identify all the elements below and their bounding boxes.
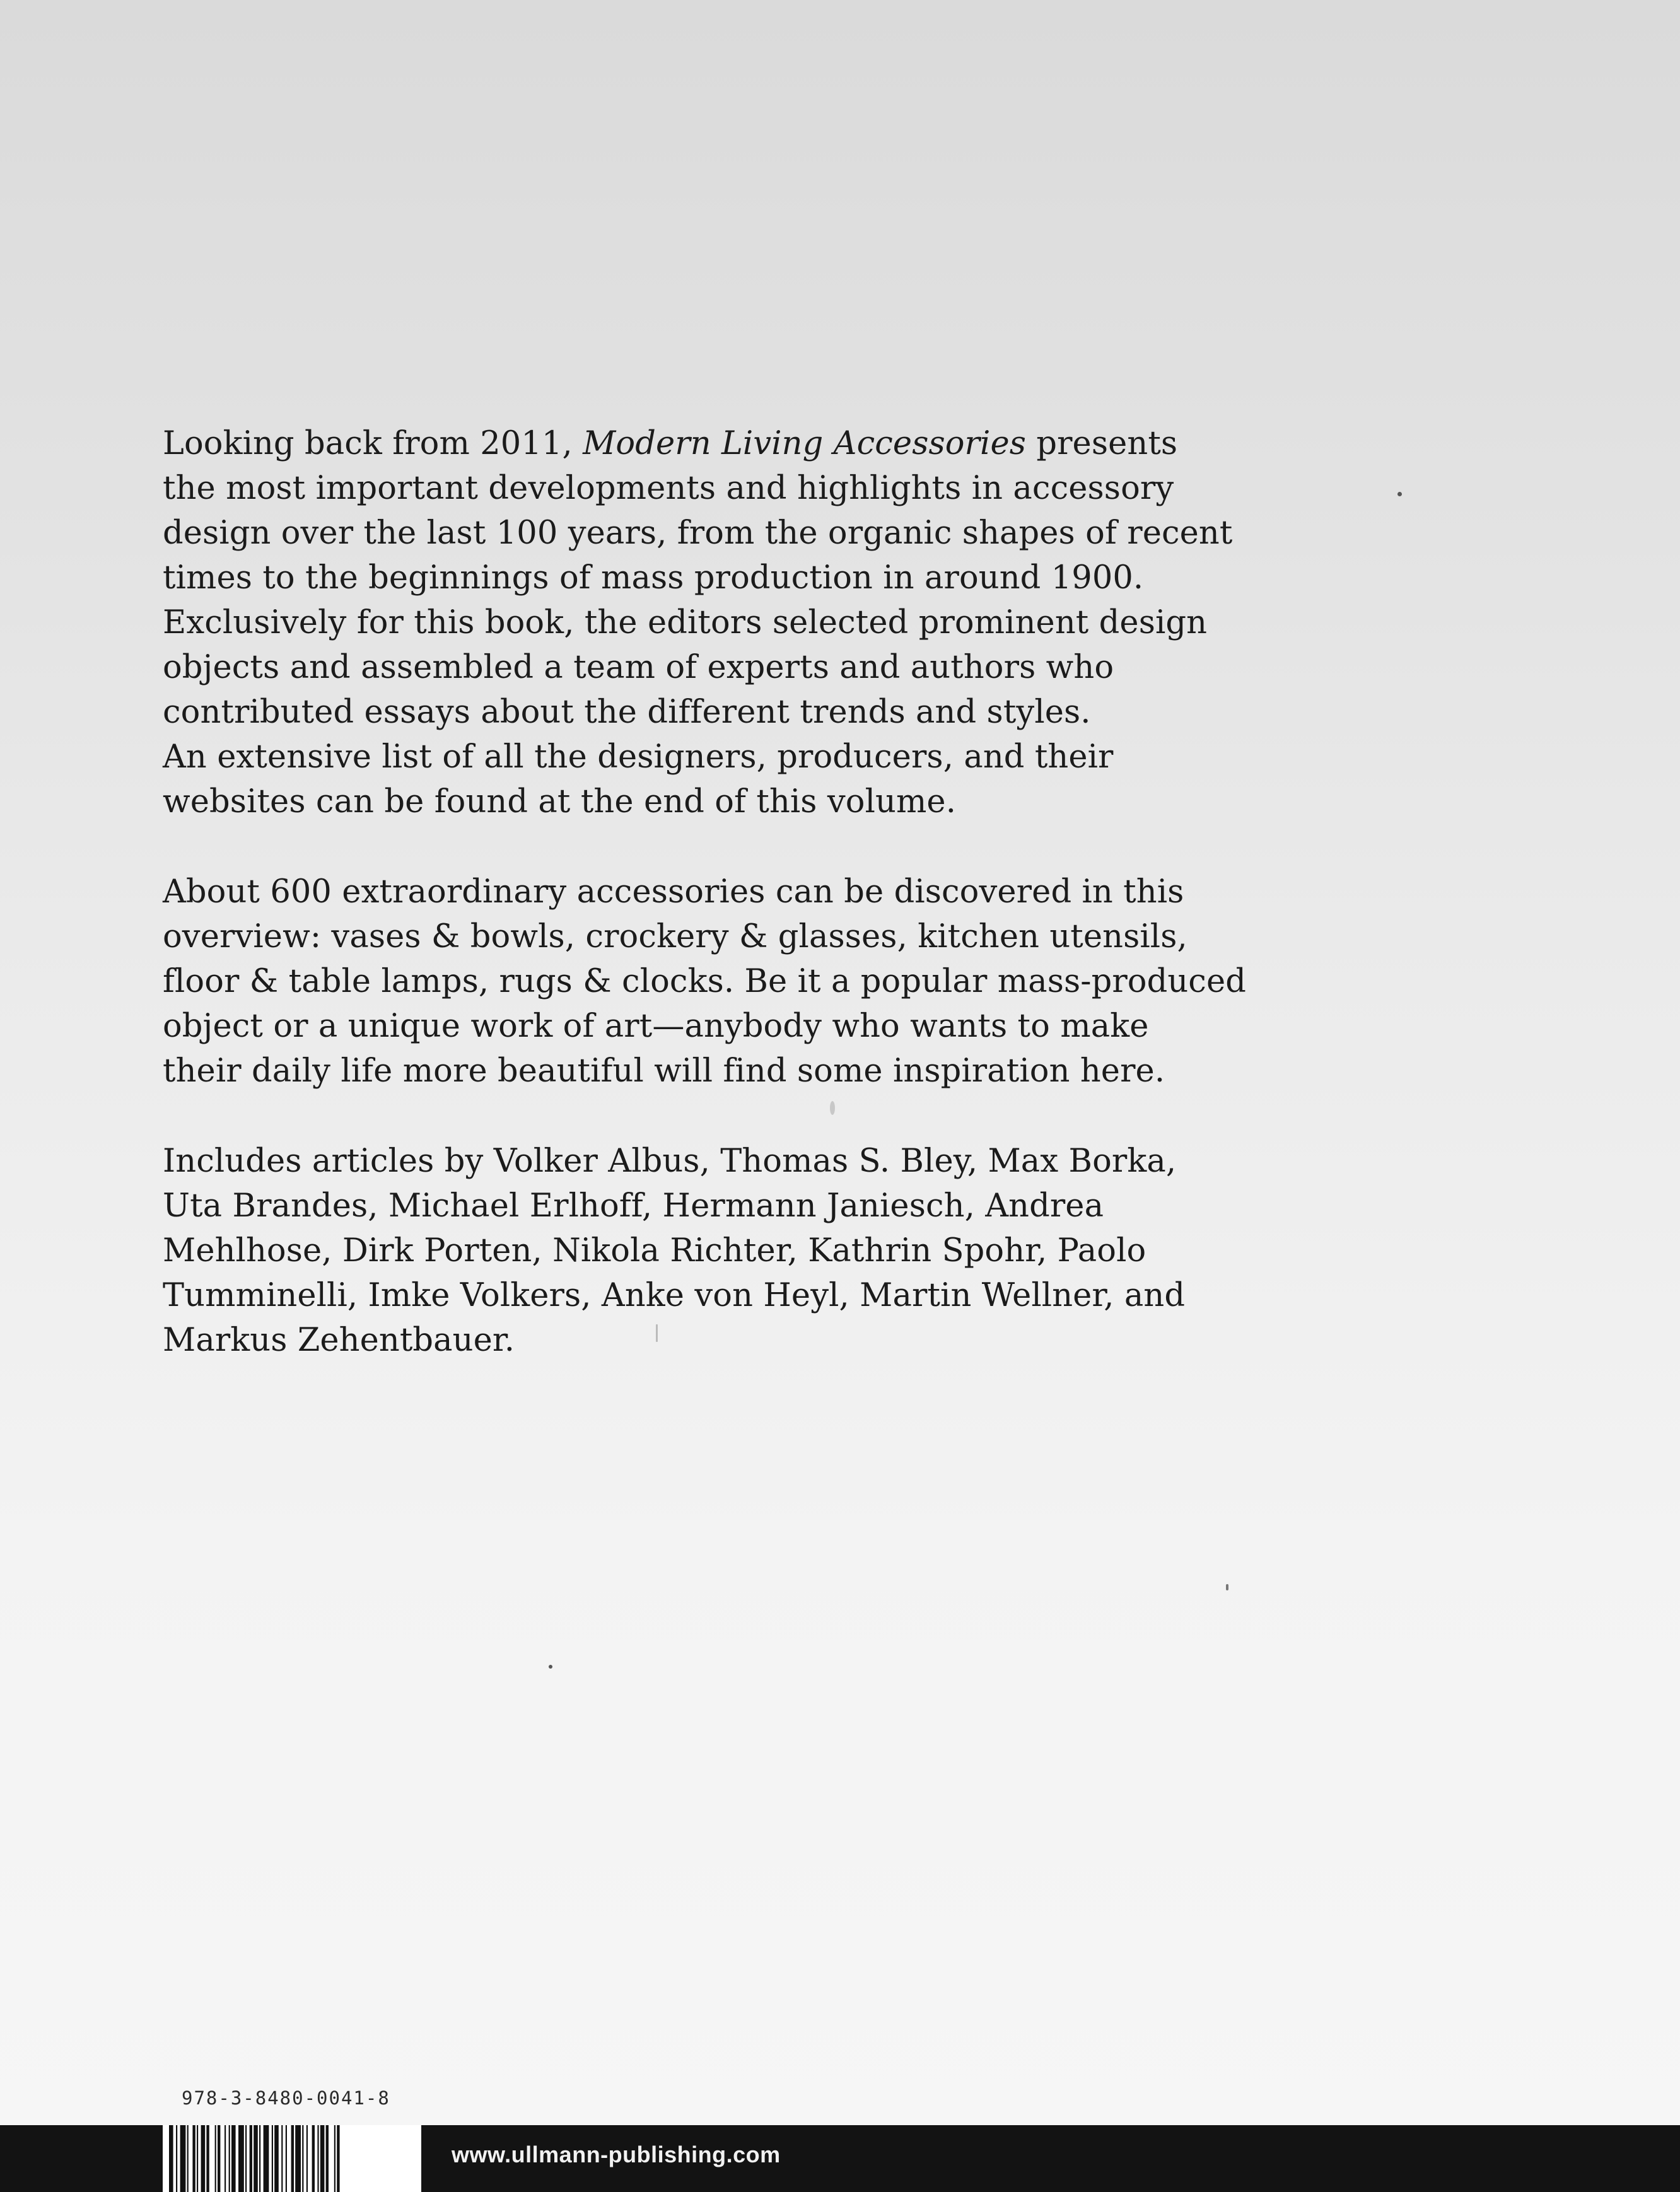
print-speck: [549, 1665, 552, 1669]
print-speck: [1226, 1584, 1228, 1590]
print-speck: [656, 1324, 658, 1342]
isbn-number: 978-3-8480-0041-8: [182, 2087, 390, 2109]
print-speck: [1397, 492, 1402, 496]
print-speck: [830, 1101, 835, 1115]
description-paragraph-2: About 600 extraordinary accessories can be discovered in this overview: vases & bowls, crockery & glasses, kitchen utensils, floor & table lamps, rugs & clocks. Be it a popular mass-produced object or a unique work of art—anybody who wants to make their daily life more beautiful will find some inspiration here.: [163, 873, 1246, 1090]
publisher-website-link[interactable]: www.ullmann-publishing.com: [452, 2142, 781, 2167]
barcode-icon: [163, 2125, 421, 2192]
para1-body-text: presents the most important developments and highlights in accessory design over the last 100 years, from the organic shapes of recent times to the beginnings of mass production in around 1900. Exclusively for this book, the editors selected prominent design objects and assembled a team of experts and authors who contributed essays about the different trends and styles. An extensive list of all the designers, producers, and their websites can be found at the end of this volume.: [163, 425, 1233, 820]
para1-intro-text: Looking back from 2011,: [163, 425, 583, 462]
book-title: Modern Living Accessories: [583, 425, 1027, 462]
back-cover-description: [163, 421, 1424, 1408]
description-paragraph-1: [163, 421, 1424, 824]
description-paragraph-3: Includes articles by Volker Albus, Thomas S. Bley, Max Borka, Uta Brandes, Michael Erlhoff, Hermann Janiesch, Andrea Mehlhose, Dirk Porten, Nikola Richter, Kathrin Spohr, Paolo Tumminelli, Imke Volkers, Anke von Heyl, Martin Wellner, and Markus Zehentbauer.: [163, 1143, 1186, 1359]
